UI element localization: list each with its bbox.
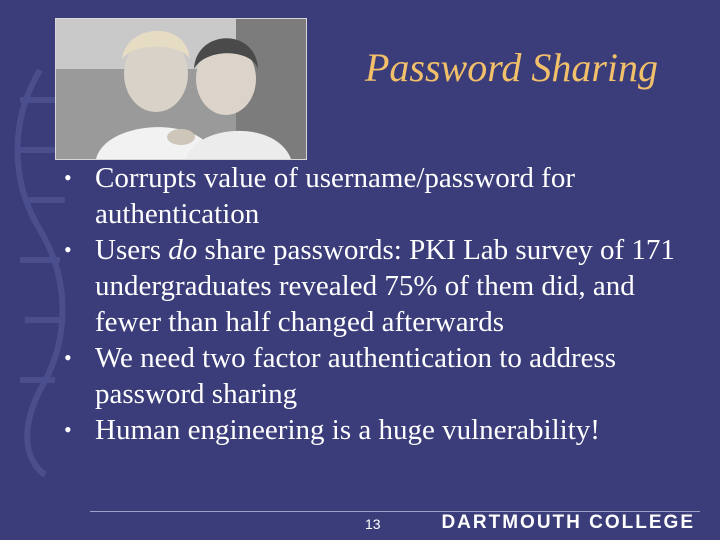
slide-title: Password Sharing bbox=[364, 45, 658, 90]
bullet-dot: • bbox=[64, 165, 72, 190]
bullet-dot: • bbox=[64, 237, 72, 262]
bullet-text: We need two factor authentication to address password sharing bbox=[95, 342, 617, 410]
bullet-text: Corrupts value of username/password for authentication bbox=[95, 162, 575, 230]
bullet-emphasis: do bbox=[168, 234, 198, 266]
bullet-list bbox=[60, 160, 700, 448]
bullet-dot: • bbox=[64, 345, 72, 370]
students-photo bbox=[55, 18, 307, 160]
bullet-text: share passwords: PKI Lab survey of 171 undergraduates revealed 75% of them did, and fewer than half changed afterwards bbox=[95, 234, 675, 338]
bullet-text: Users bbox=[95, 234, 169, 266]
college-logo-text: DARTMOUTH COLLEGE bbox=[441, 512, 695, 533]
bullet-item bbox=[60, 232, 700, 340]
two-students-photo-icon bbox=[56, 19, 306, 159]
bullet-item bbox=[60, 160, 700, 232]
bullet-text: Human engineering is a huge vulnerability! bbox=[95, 414, 600, 446]
bullet-item bbox=[60, 412, 700, 448]
bullet-dot: • bbox=[64, 417, 72, 442]
bullet-item bbox=[60, 340, 700, 412]
page-number: 13 bbox=[365, 516, 381, 532]
